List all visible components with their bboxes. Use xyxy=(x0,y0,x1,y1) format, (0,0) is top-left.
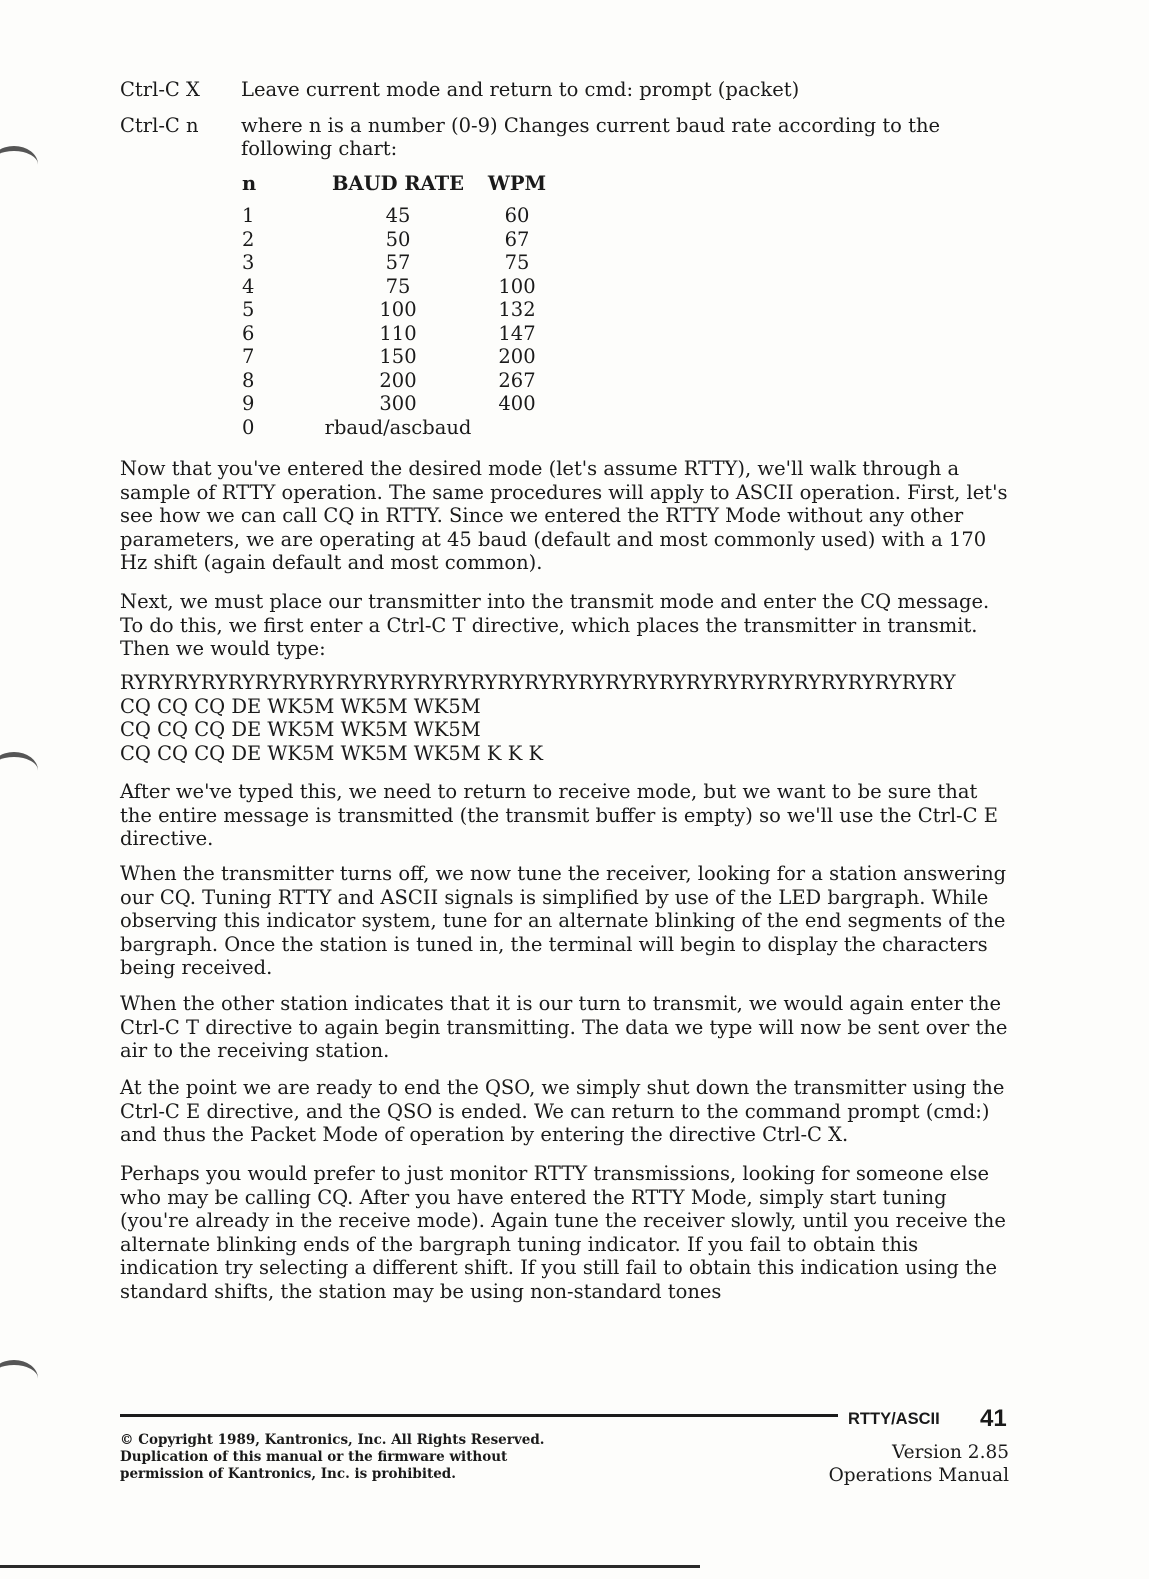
baud-rate-table xyxy=(242,172,562,439)
manual-label: Operations Manual xyxy=(828,1464,1009,1486)
table-header-row xyxy=(242,172,562,198)
cell-n: 0 xyxy=(242,415,255,439)
cell-wpm: 75 xyxy=(504,251,530,274)
paragraph-monitor: Perhaps you would prefer to just monitor RTTY transmissions, looking for someone else who may be calling CQ. After you have entered the RTTY Mode, simply start tuning (you're already in the receive mode). Again tune the receiver slowly, until you receive the alternate blinking ends of the bargraph tuning indicator. If you fail to obtain this indication try selecting a different shift. If you still fail to obtain this indication using the standard shifts, the station may be using non-standard tones xyxy=(120,1162,1006,1303)
cell-baud: 200 xyxy=(379,368,417,392)
footer-version-block xyxy=(829,1442,1009,1487)
cell-wpm: 400 xyxy=(498,392,536,415)
header-n: n xyxy=(242,172,257,195)
table-row xyxy=(242,369,562,393)
paragraph-intro: Now that you've entered the desired mode (let's assume RTTY), we'll walk through a sample of RTTY operation. The same procedures will apply to ASCII operation. First, let's see how we can call CQ in RTTY. Since we entered the RTTY Mode without any other parameters, we are operating at 45 baud (default and most commonly used) with a 170 Hz shift (again default and most common). xyxy=(120,457,1008,574)
message-line: CQ CQ CQ DE WK5M WK5M WK5M K K K xyxy=(120,741,544,765)
cell-wpm: 60 xyxy=(504,204,530,227)
version-label: Version 2.85 xyxy=(892,1442,1009,1463)
cell-wpm: 132 xyxy=(498,298,536,321)
cell-wpm: 200 xyxy=(498,345,536,368)
cell-wpm: 147 xyxy=(498,321,536,345)
cell-n: 8 xyxy=(242,368,255,392)
table-row xyxy=(242,345,562,369)
header-wpm: WPM xyxy=(487,172,547,195)
cell-n: 7 xyxy=(242,345,255,368)
copyright-line: © Copyright 1989, Kantronics, Inc. All Rights Reserved. xyxy=(120,1432,545,1448)
cell-baud: 50 xyxy=(385,227,411,251)
cell-baud: rbaud/ascbaud xyxy=(324,415,472,439)
cell-n: 3 xyxy=(242,251,255,274)
table-row xyxy=(242,251,562,275)
cell-baud: 110 xyxy=(379,321,417,345)
table-row xyxy=(242,392,562,416)
cell-baud: 75 xyxy=(385,274,411,298)
paragraph-turn: When the other station indicates that it is our turn to transmit, we would again enter the Ctrl-C T directive to again begin transmitting. The data we type will now be sent over the air to the receiving station. xyxy=(120,992,1008,1062)
table-row xyxy=(242,228,562,252)
cell-baud: 45 xyxy=(385,204,411,227)
page-number: 41 xyxy=(980,1405,1007,1432)
cell-n: 5 xyxy=(242,298,255,321)
footer-divider xyxy=(120,1414,838,1417)
message-line: CQ CQ CQ DE WK5M WK5M WK5M xyxy=(120,694,481,718)
cell-baud: 100 xyxy=(379,298,417,321)
cell-baud: 57 xyxy=(385,251,411,274)
header-baud-rate: BAUD RATE xyxy=(332,172,464,195)
paragraph-transmit: Next, we must place our transmitter into the transmit mode and enter the CQ message. To do this, we first enter a Ctrl-C T directive, which places the transmitter in transmit. Then we would type: xyxy=(120,590,990,660)
typed-message-block xyxy=(120,671,1020,765)
command-description: where n is a number (0-9) Changes current baud rate according to the following chart: xyxy=(241,114,941,160)
cell-baud: 150 xyxy=(379,345,417,368)
cell-n: 6 xyxy=(242,321,255,345)
cell-n: 9 xyxy=(242,392,255,415)
copyright-line: Duplication of this manual or the firmware without xyxy=(120,1449,508,1465)
binder-hole-mark xyxy=(0,1360,38,1397)
page-bottom-edge xyxy=(0,1565,700,1568)
copyright-notice xyxy=(120,1432,544,1483)
binder-hole-mark xyxy=(0,146,38,183)
footer-section-title: RTTY/ASCII xyxy=(848,1410,940,1428)
cell-wpm: 100 xyxy=(498,274,536,298)
table-row xyxy=(242,322,562,346)
cell-wpm: 267 xyxy=(498,368,536,392)
command-key: Ctrl-C X xyxy=(120,78,200,101)
message-line: RYRYRYRYRYRYRYRYRYRYRYRYRYRYRYRYRYRYRYRYRYRYRYRYRYRYRYRYRYRYRY xyxy=(120,671,956,694)
command-description: Leave current mode and return to cmd: prompt (packet) xyxy=(241,78,800,101)
binder-hole-mark xyxy=(0,752,38,789)
table-row xyxy=(242,416,562,440)
copyright-line: permission of Kantronics, Inc. is prohibited. xyxy=(120,1466,456,1482)
command-key: Ctrl-C n xyxy=(120,114,199,137)
table-row xyxy=(242,204,562,228)
cell-n: 4 xyxy=(242,274,255,298)
cell-wpm xyxy=(472,416,562,440)
message-line: CQ CQ CQ DE WK5M WK5M WK5M xyxy=(120,718,481,741)
paragraph-end-qso: At the point we are ready to end the QSO, we simply shut down the transmitter using the Ctrl-C E directive, and the QSO is ended. We can return to the command prompt (cmd:) and thus the Packet Mode of operation by entering the directive Ctrl-C X. xyxy=(120,1076,1005,1146)
paragraph-return: After we've typed this, we need to return to receive mode, but we want to be sure that the entire message is transmitted (the transmit buffer is empty) so we'll use the Ctrl-C E directive. xyxy=(120,780,998,850)
cell-wpm: 67 xyxy=(504,227,530,251)
table-row xyxy=(242,298,562,322)
cell-n: 1 xyxy=(242,204,255,227)
paragraph-tuning: When the transmitter turns off, we now tune the receiver, looking for a station answering our CQ. Tuning RTTY and ASCII signals is simplified by use of the LED bargraph. While observing this indicator system, tune for an alternate blinking of the end segments of the bargraph. Once the station is tuned in, the terminal will begin to display the characters being received. xyxy=(120,862,1007,979)
cell-n: 2 xyxy=(242,227,255,251)
table-row xyxy=(242,275,562,299)
cell-baud: 300 xyxy=(379,392,417,415)
